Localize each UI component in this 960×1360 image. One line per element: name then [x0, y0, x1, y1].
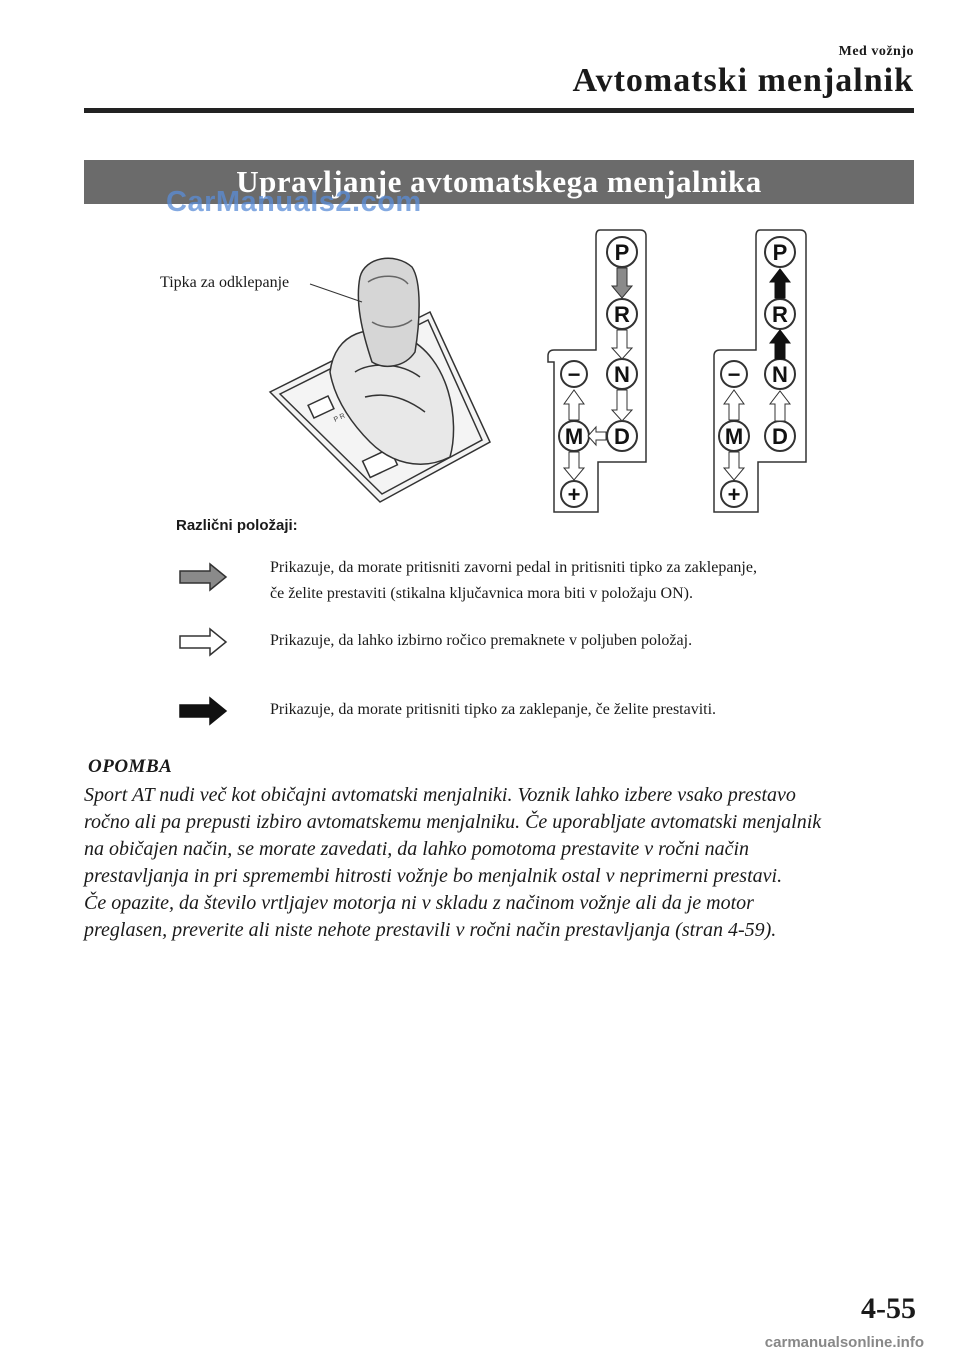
gate-right-d: D: [772, 424, 788, 449]
gate-left-p: P: [614, 240, 630, 265]
section-banner: Upravljanje avtomatskega menjalnika: [84, 160, 914, 204]
legend-title: Različni položaji:: [176, 517, 298, 534]
gate-left-n: N: [614, 362, 630, 387]
legend-item-3: [270, 697, 716, 723]
note-line: na običajen način, se morate zavedati, da lahko pomotoma prestavite v ročni način: [84, 838, 750, 860]
section-title: Avtomatski menjalnik: [572, 62, 914, 99]
chapter-title: Med vožnjo: [838, 44, 914, 59]
legend-item-2: [270, 628, 692, 654]
legend-item-3-line1: Prikazuje, da morate pritisniti tipko za zaklepanje, če želite prestaviti.: [270, 701, 717, 718]
gate-left-minus: −: [567, 362, 581, 387]
header-rule: [84, 108, 914, 113]
gate-right-r: R: [772, 302, 788, 327]
gate-left-m: M: [564, 424, 584, 449]
legend-item-1-line1: Prikazuje, da morate pritisniti zavorni pedal in pritisniti tipko za zaklepanje,: [270, 559, 757, 576]
gate-left-r: R: [614, 302, 630, 327]
note-body: [84, 782, 924, 944]
gate-left-d: D: [614, 424, 630, 449]
unlock-button-callout: Tipka za odklepanje: [160, 274, 290, 291]
gate-right-minus: −: [727, 362, 741, 387]
note-line: preglasen, preverite ali niste nehote prestavili v ročni način prestavljanja (stran 4-59).: [84, 919, 777, 941]
shift-gate-right: [714, 230, 806, 512]
shifter-console-drawing: [270, 258, 490, 502]
note-title: OPOMBA: [88, 756, 173, 777]
gate-right-p: P: [772, 240, 788, 265]
shift-gate-left: [548, 230, 646, 512]
note-line: Sport AT nudi več kot običajni avtomatski menjalniki. Voznik lahko izbere vsako prestavo: [84, 784, 796, 806]
gray-arrow-icon: [178, 562, 228, 592]
legend-item-1-line2: če želite prestaviti (stikalna ključavnica mora biti v položaju ON).: [270, 585, 693, 602]
white-arrow-icon: [178, 627, 228, 657]
legend-item-1: [270, 555, 757, 607]
gate-right-n: N: [772, 362, 788, 387]
gate-right-m: M: [724, 424, 744, 449]
note-line: ročno ali pa prepusti izbiro avtomatskemu menjalniku. Če uporabljate avtomatski menjalnik: [84, 811, 822, 833]
gate-right-plus: +: [727, 482, 741, 507]
legend-item-2-line1: Prikazuje, da lahko izbirno ročico premaknete v poljuben položaj.: [270, 632, 693, 649]
shifter-figure: [150, 222, 830, 522]
note-line: prestavljanja in pri spremembi hitrosti vožnje bo menjalnik ostal v neprimerni prestavi.: [84, 865, 783, 887]
watermark-top: CarManuals2.com: [166, 186, 422, 218]
page-number: 4-55: [861, 1292, 916, 1325]
note-line: Če opazite, da število vrtljajev motorja ni v skladu z načinom vožnje ali da je motor: [84, 892, 754, 914]
watermark-bottom: carmanualsonline.info: [764, 1334, 924, 1351]
black-arrow-icon: [178, 696, 228, 726]
gate-left-plus: +: [567, 482, 581, 507]
